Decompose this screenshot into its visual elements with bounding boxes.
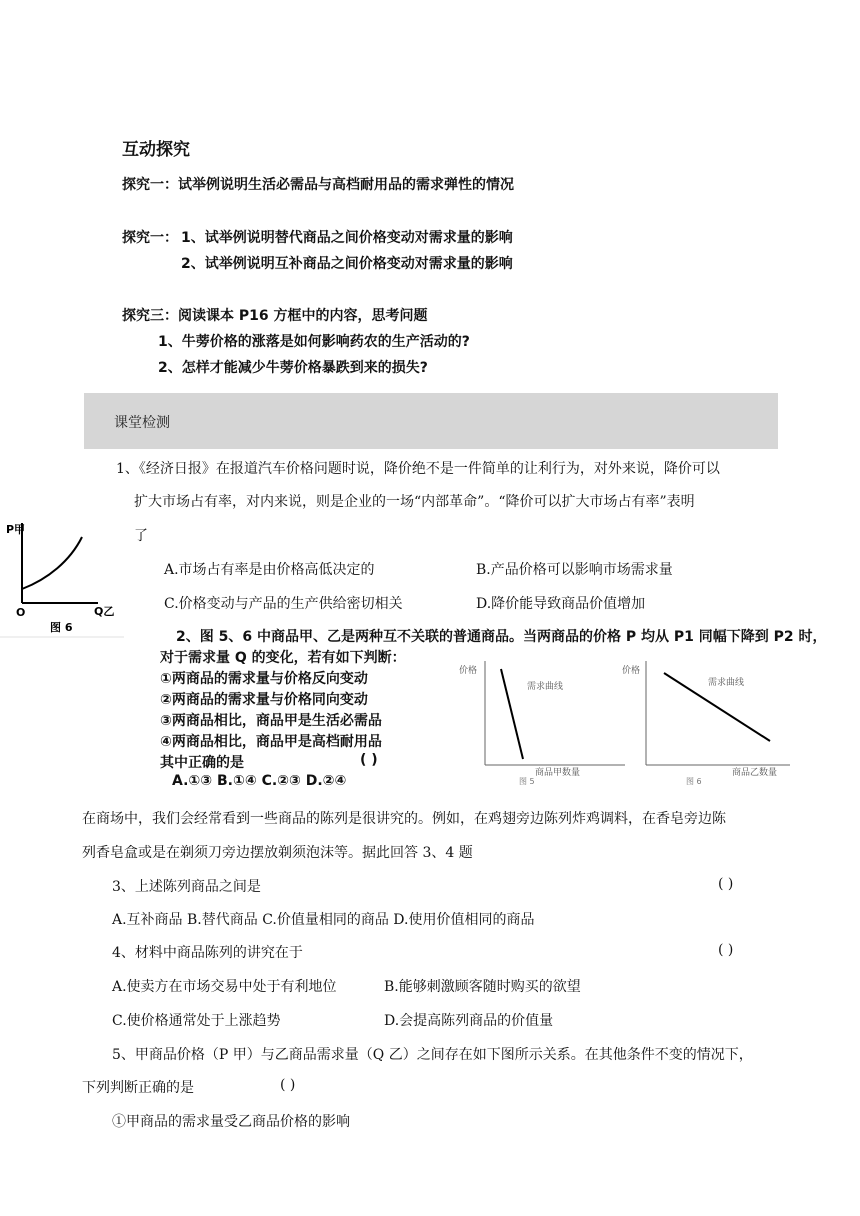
fig5-caption: 图 5 xyxy=(519,777,535,785)
q5-line1: 5、甲商品价格（P 甲）与乙商品需求量（Q 乙）之间存在如下图所示关系。在其他条件不变的情况下， xyxy=(112,1047,753,1063)
fig6-origin: O xyxy=(16,606,26,619)
fig5-ylabel: 价格 xyxy=(459,666,478,676)
q1-option-c: C.价格变动与产品的生产供给密切相关 xyxy=(164,596,403,612)
fig6-curve xyxy=(22,537,82,589)
q1-line3: 了 xyxy=(134,528,148,544)
q3-options: A.互补商品 B.替代商品 C.价值量相同的商品 D.使用价值相同的商品 xyxy=(112,912,535,928)
fig6b-caption: 图 6 xyxy=(686,777,702,785)
q4-option-c: C.使价格通常处于上涨趋势 xyxy=(112,1013,281,1029)
explore-q1: 探究一：试举例说明生活必需品与高档耐用品的需求弹性的情况 xyxy=(122,177,514,193)
fig6-q-label: Q乙 xyxy=(94,605,115,618)
q2-line2: 对于需求量 Q 的变化，若有如下判断： xyxy=(160,650,406,666)
q5-line2: 下列判断正确的是 xyxy=(82,1080,194,1096)
explore-q3-1: 1、牛蒡价格的涨落是如何影响药农的生产活动的? xyxy=(158,334,470,350)
fig6-p-label: P甲 xyxy=(6,523,26,536)
explore-q3: 探究三：阅读课本 P16 方框中的内容，思考问题 xyxy=(122,308,428,324)
q2-statement-1: ①两商品的需求量与价格反向变动 xyxy=(160,671,368,687)
fig6b-xlabel: 商品乙数量 xyxy=(732,768,778,778)
section-band-check xyxy=(84,393,778,449)
q2-statement-5: 其中正确的是 xyxy=(160,755,244,771)
fig5-demand-curve xyxy=(501,669,523,759)
q2-statement-3: ③两商品相比，商品甲是生活必需品 xyxy=(160,713,382,729)
figure-6b-graph xyxy=(620,655,800,785)
q3-answer-paren: ( ) xyxy=(718,876,734,892)
q3-stem: 3、上述陈列商品之间是 xyxy=(112,879,261,895)
q4-stem: 4、材料中商品陈列的讲究在于 xyxy=(112,945,303,961)
material-line2: 列香皂盒或是在剃须刀旁边摆放剃须泡沫等。据此回答 3、4 题 xyxy=(82,845,473,861)
explore-q2-2: 2、试举例说明互补商品之间价格变动对需求量的影响 xyxy=(181,256,513,272)
explore-q2-1: 1、试举例说明替代商品之间价格变动对需求量的影响 xyxy=(181,230,513,246)
q2-line1: 2、图 5、6 中商品甲、乙是两种互不关联的普通商品。当两商品的价格 P 均从 P1 同幅下降到 P2 时， xyxy=(176,629,827,645)
q5-statement-1: ①甲商品的需求量受乙商品价格的影响 xyxy=(112,1114,350,1130)
q4-option-a: A.使卖方在市场交易中处于有利地位 xyxy=(112,979,337,995)
explore-q2-head: 探究一： xyxy=(122,230,178,246)
fig5-curve-label: 需求曲线 xyxy=(527,682,564,692)
q2-statement-4: ④两商品相比，商品甲是高档耐用品 xyxy=(160,734,382,750)
fig6-caption: 图 6 xyxy=(50,621,73,634)
q1-option-a: A.市场占有率是由价格高低决定的 xyxy=(164,562,375,578)
q4-option-b: B.能够刺激顾客随时购买的欲望 xyxy=(384,979,581,995)
q1-option-b: B.产品价格可以影响市场需求量 xyxy=(476,562,673,578)
q5-answer-paren: ( ) xyxy=(280,1077,296,1093)
q4-option-d: D.会提高陈列商品的价值量 xyxy=(384,1013,554,1029)
section-title-check: 课堂检测 xyxy=(114,415,170,431)
section-title-explore: 互动探究 xyxy=(122,140,190,160)
q4-answer-paren: ( ) xyxy=(718,942,734,958)
fig6b-curve-label: 需求曲线 xyxy=(708,678,745,688)
q2-statement-2: ②两商品的需求量与价格同向变动 xyxy=(160,692,368,708)
fig5-xlabel: 商品甲数量 xyxy=(535,768,581,778)
material-line1: 在商场中，我们会经常看到一些商品的陈列是很讲究的。例如，在鸡翅旁边陈列炸鸡调料，在香皂旁边陈 xyxy=(82,811,726,827)
q1-line2: 扩大市场占有率，对内来说，则是企业的一场“内部革命”。“降价可以扩大市场占有率”表明 xyxy=(134,494,695,510)
q1-line1: 1、《经济日报》在报道汽车价格问题时说，降价绝不是一件简单的让利行为，对外来说，降价可以 xyxy=(116,461,720,477)
explore-q3-2: 2、怎样才能减少牛蒡价格暴跌到来的损失? xyxy=(158,360,428,376)
q1-option-d: D.降价能导致商品价值增加 xyxy=(476,596,646,612)
fig6b-ylabel: 价格 xyxy=(622,666,641,676)
figure-6-graph xyxy=(0,515,124,639)
q2-options: A.①③ B.①④ C.②③ D.②④ xyxy=(172,773,347,789)
figure-5-graph xyxy=(455,655,635,785)
q2-answer-paren: ( ) xyxy=(360,752,378,768)
